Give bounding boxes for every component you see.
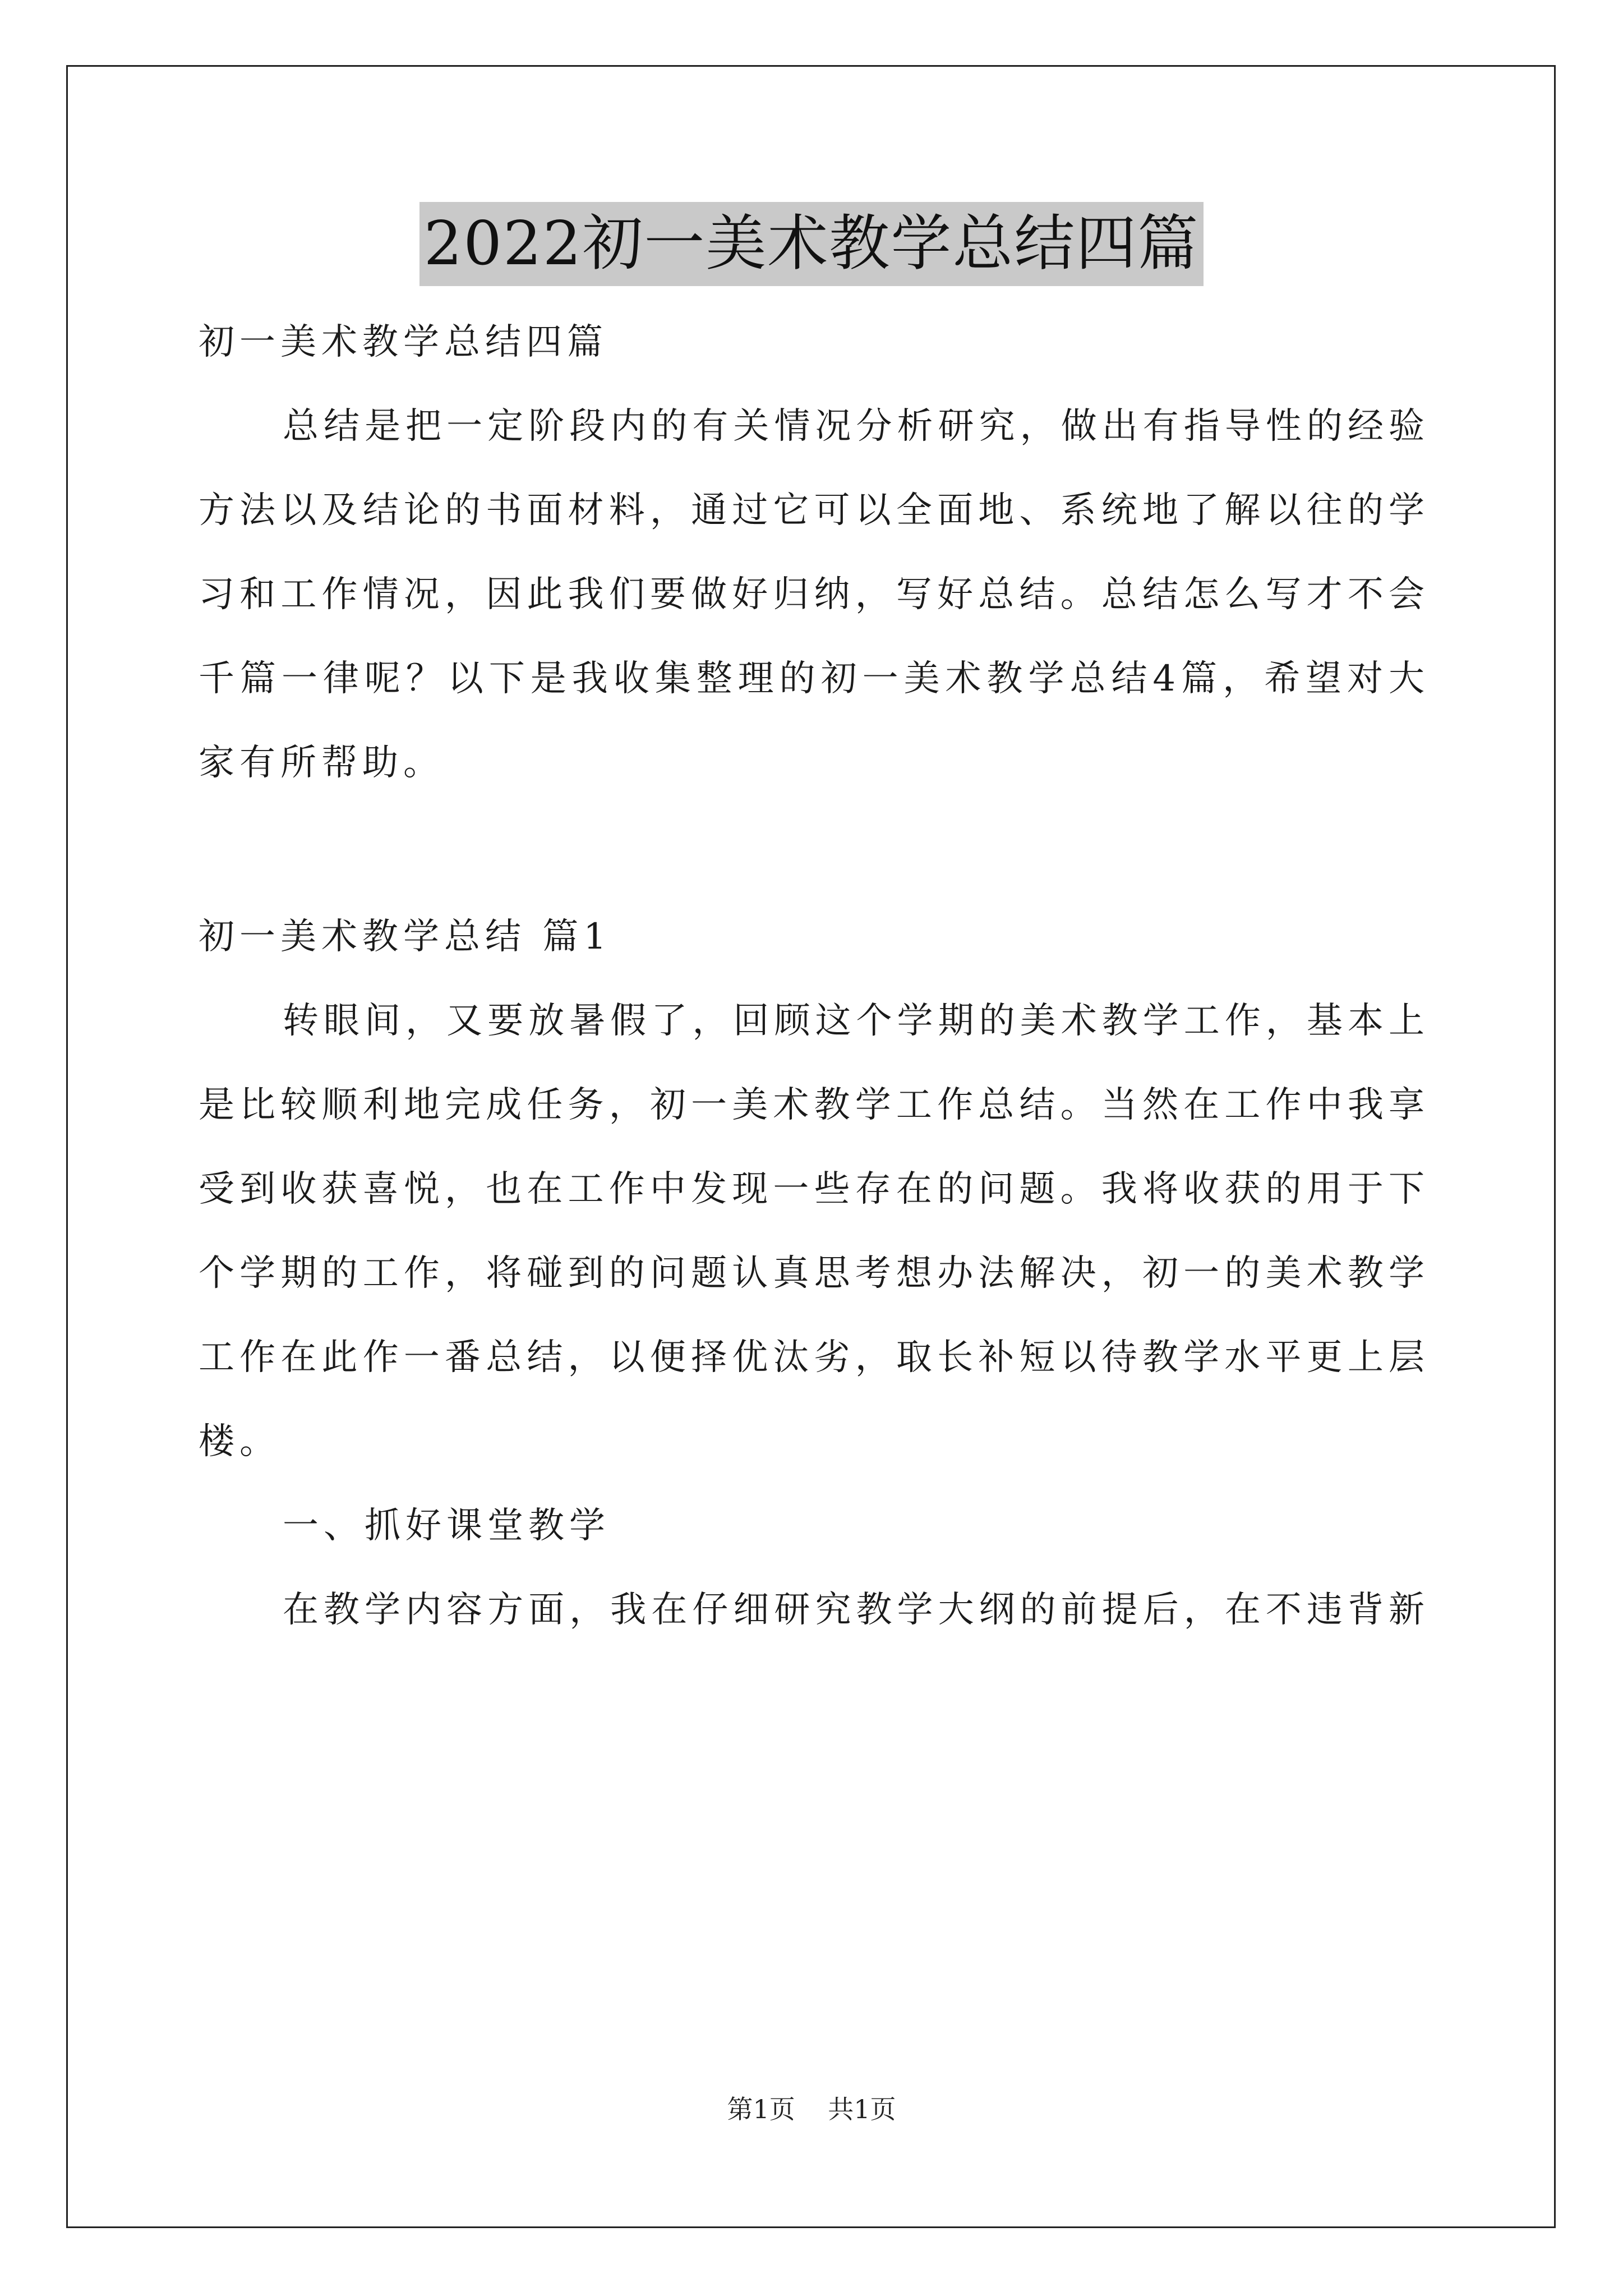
page-number-footer: 第1页 共1页 (727, 2094, 896, 2124)
paragraph-line: 千篇一律呢？以下是我收集整理的初一美术教学总结4篇，希望对大 (199, 658, 1424, 700)
paragraph-line: 受到收获喜悦，也在工作中发现一些存在的问题。我将收获的用于下 (199, 1168, 1424, 1210)
page-border (66, 65, 1556, 2228)
section-heading: 初一美术教学总结四篇 (199, 321, 608, 363)
paragraph-line: 转眼间，又要放暑假了，回顾这个学期的美术教学工作，基本上 (283, 1000, 1424, 1042)
section-heading: 初一美术教学总结 篇1 (199, 916, 612, 958)
paragraph-line: 家有所帮助。 (199, 742, 444, 784)
title-container (0, 202, 1623, 286)
paragraph-line: 方法以及结论的书面材料，通过它可以全面地、系统地了解以往的学 (199, 490, 1424, 531)
document-title: 2022初一美术教学总结四篇 (419, 202, 1204, 286)
paragraph-line: 是比较顺利地完成任务，初一美术教学工作总结。当然在工作中我享 (199, 1084, 1424, 1126)
paragraph-line: 总结是把一定阶段内的有关情况分析研究，做出有指导性的经验 (283, 406, 1424, 447)
paragraph-line: 在教学内容方面，我在仔细研究教学大纲的前提后，在不违背新 (283, 1589, 1424, 1631)
paragraph-line: 习和工作情况，因此我们要做好归纳，写好总结。总结怎么写才不会 (199, 574, 1424, 615)
subsection-heading: 一、抓好课堂教学 (283, 1505, 610, 1547)
paragraph-line: 工作在此作一番总结，以便择优汰劣，取长补短以待教学水平更上层 (199, 1337, 1424, 1378)
paragraph-line: 个学期的工作，将碰到的问题认真思考想办法解决，初一的美术教学 (199, 1253, 1424, 1294)
paragraph-line: 楼。 (199, 1421, 280, 1462)
